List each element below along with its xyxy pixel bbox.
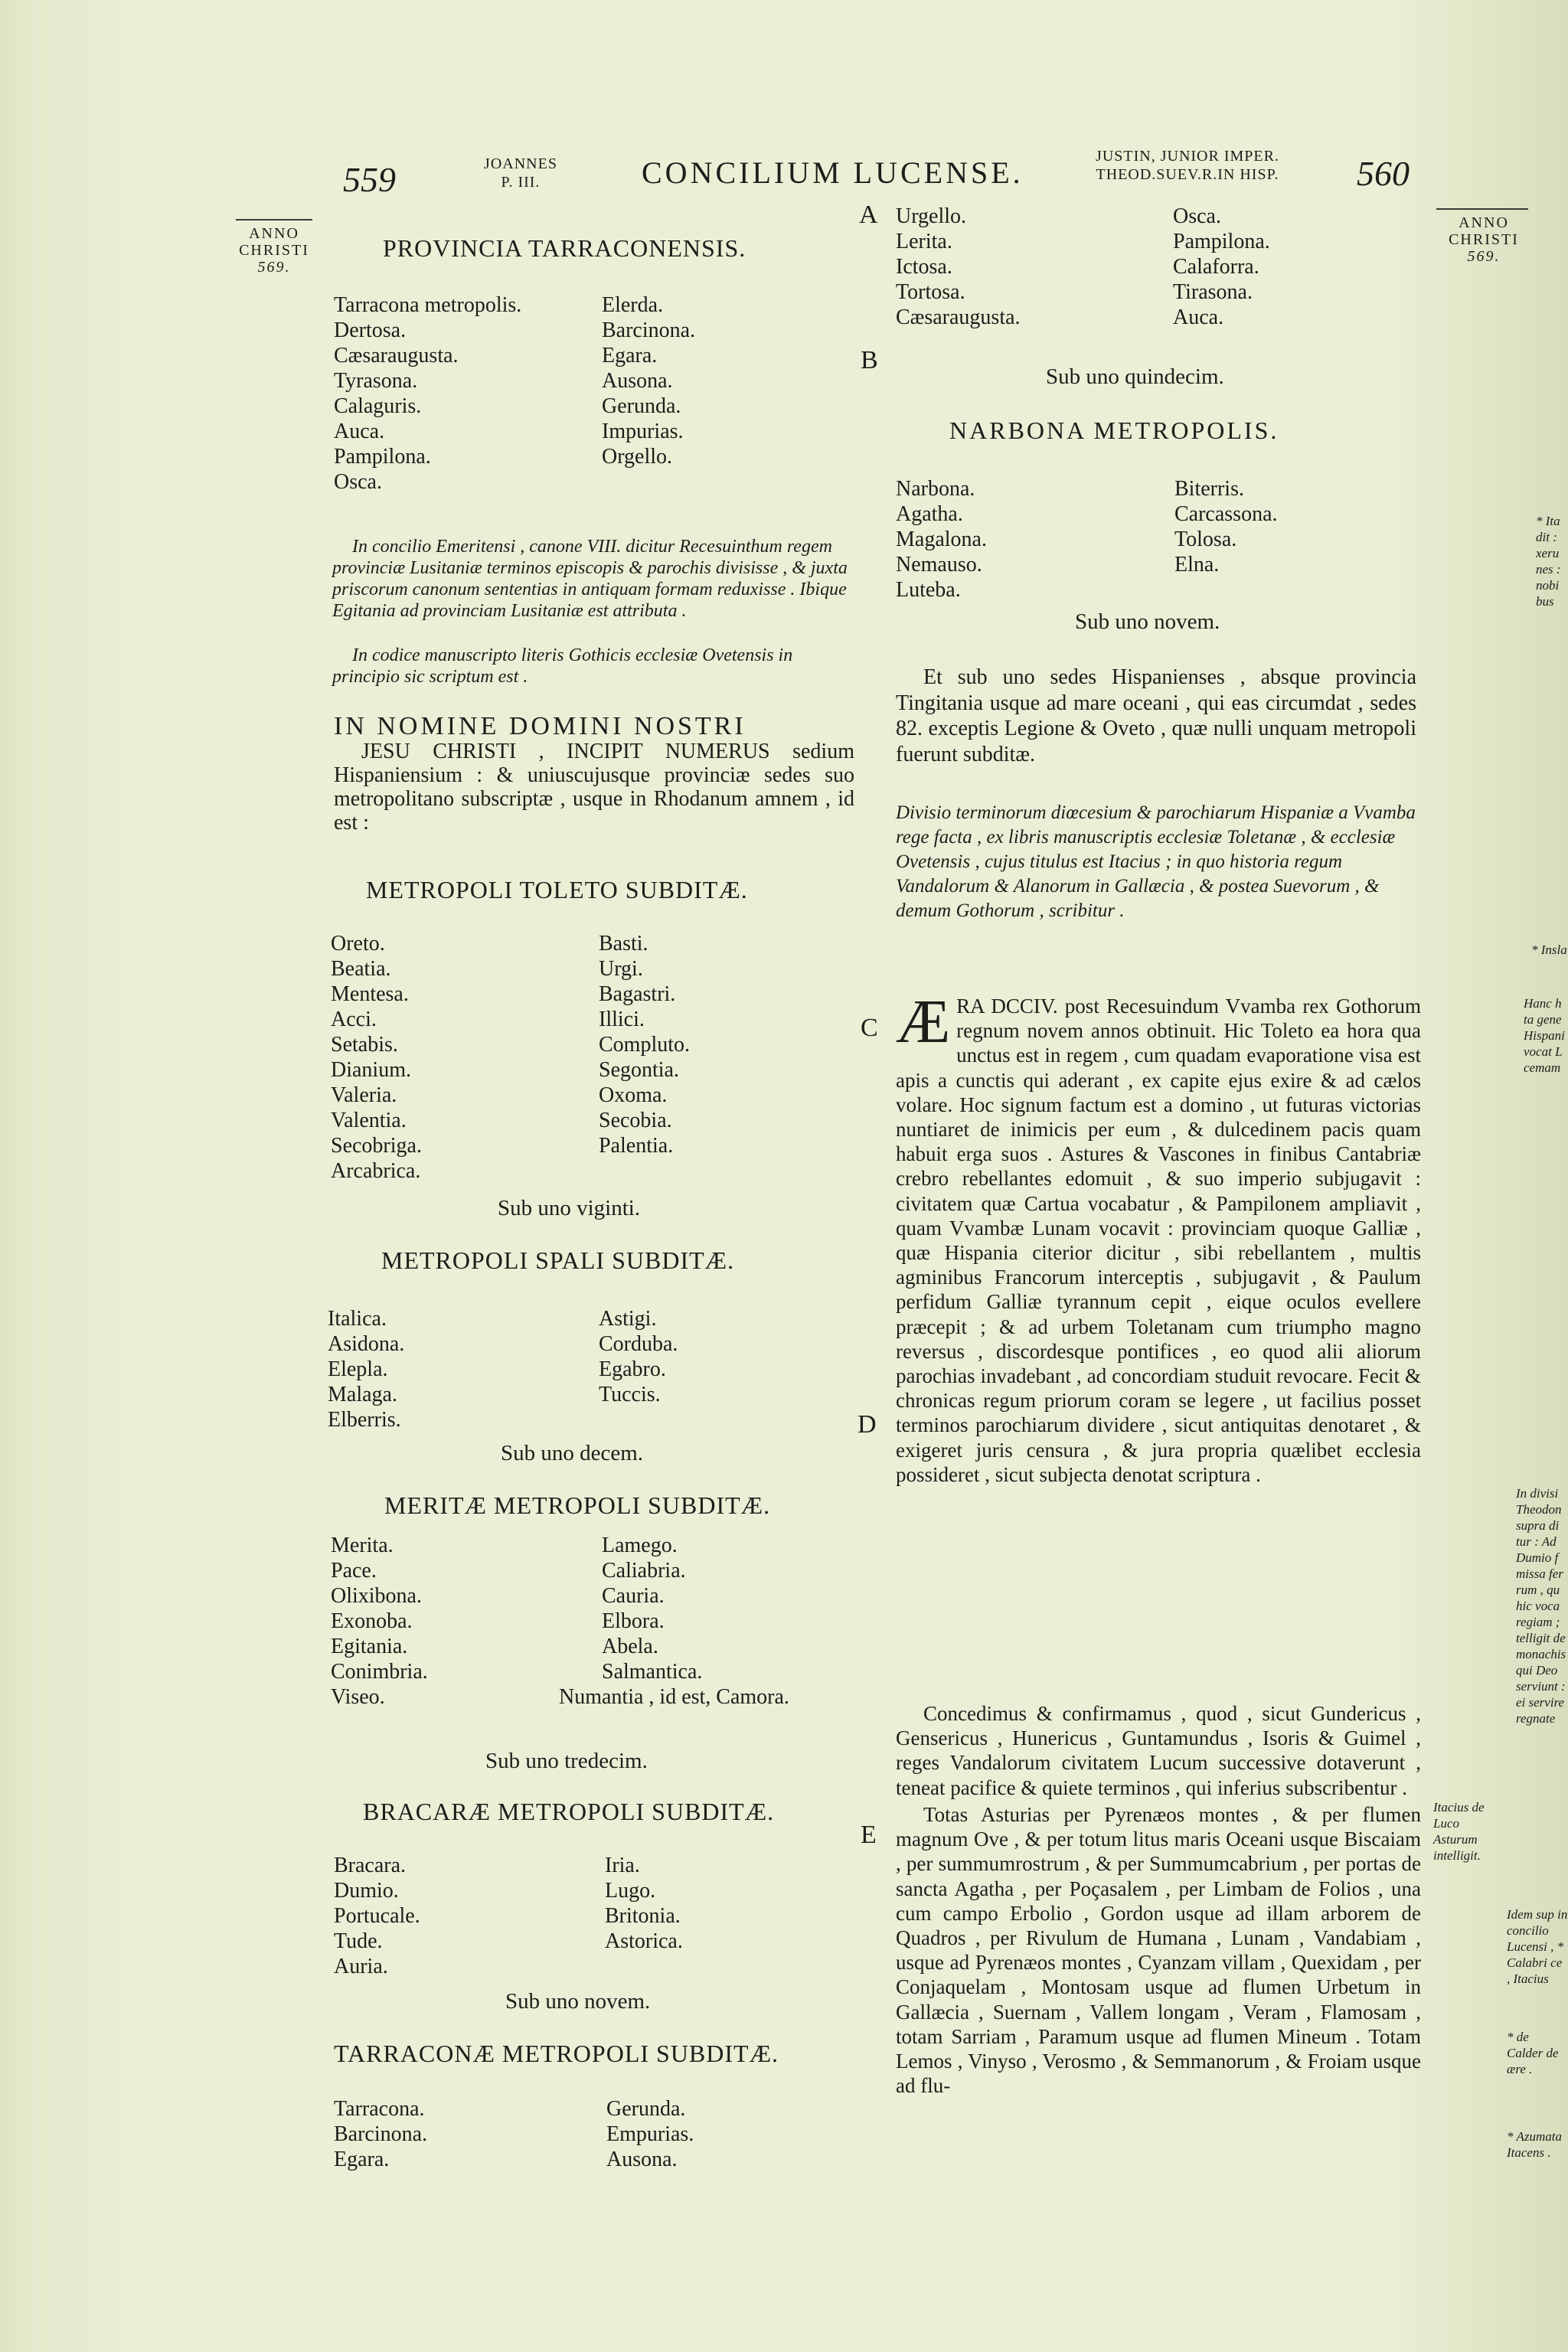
- anno-year: 569.: [1467, 248, 1501, 265]
- toleto-sub: Sub uno viginti.: [498, 1196, 641, 1220]
- italic-note-codex: In codice manuscripto literis Gothicis ecclesiæ Ovetensis in principio sic scriptum est .: [332, 645, 793, 687]
- see-name: Dumio.: [334, 1879, 399, 1903]
- divisio-italic: Divisio terminorum diœcesium & parochiarum Hispaniæ a Vvamba rege facta , ex libris manuscriptis ecclesiæ Toletanæ , & ecclesiæ Ovetensis , cujus titulus est Itacius ; in quo historia regum Vandalorum & Alanorum in Gallæcia , & postea Suevorum , & demum Gothorum , scribitur .: [896, 802, 1416, 921]
- anno-right: [1430, 214, 1537, 265]
- see-name: Egabro.: [599, 1357, 666, 1381]
- see-name: Beatia.: [331, 957, 391, 981]
- tarraconae-col-1: [334, 2096, 427, 2172]
- nomine-text: JESU CHRISTI , INCIPIT NUMERUS sedium Hispaniensium : & uniuscujusque provinciæ sedes suo metropolitano subscriptæ , usque in Rhodanum amnem , id est :: [334, 740, 854, 835]
- see-name: Italica.: [328, 1307, 387, 1331]
- see-name: Tuccis.: [599, 1383, 661, 1406]
- see-name: Gerunda.: [606, 2097, 686, 2121]
- running-title: CONCILIUM LUCENSE.: [642, 155, 1024, 190]
- see-name: Egitania.: [331, 1635, 408, 1658]
- edge-note-1: * Ita dit : xeru nes : nobi bus: [1536, 514, 1561, 609]
- see-name: Britonia.: [605, 1904, 681, 1928]
- see-name: Elbora.: [602, 1609, 665, 1633]
- see-name: Setabis.: [331, 1033, 398, 1057]
- see-name: Calaguris.: [334, 394, 422, 418]
- see-name: Egara.: [334, 2148, 390, 2171]
- christi-word: CHRISTI: [239, 242, 309, 259]
- right-page-number: 560: [1357, 154, 1410, 193]
- see-name: Tortosa.: [896, 280, 965, 304]
- toleto-col-2: [599, 931, 690, 1158]
- right-emperor-head: [1069, 147, 1306, 184]
- see-name: Tolosa.: [1174, 528, 1237, 551]
- margin-letter-d: D: [858, 1410, 877, 1439]
- author-pope: P. III.: [501, 174, 541, 191]
- tarraconae-col-2: [606, 2096, 694, 2172]
- see-name: Palentia.: [599, 1134, 674, 1158]
- see-name: Empurias.: [606, 2122, 694, 2146]
- tarraconae-cont-col-1: [896, 204, 1021, 330]
- see-name: Cæsaraugusta.: [896, 305, 1021, 329]
- see-name: Secobia.: [599, 1109, 672, 1132]
- margin-letter-b: B: [861, 346, 878, 374]
- anno-rule-right: [1436, 208, 1528, 210]
- see-name: Exonoba.: [331, 1609, 413, 1633]
- sedes-paragraph: Et sub uno sedes Hispanienses , absque provincia Tingitania usque ad mare oceani , qui eas circumdat , sedes 82. exceptis Legione & Oveto , quæ nulli unquam metropoli fuerunt subditæ.: [896, 665, 1416, 766]
- see-name: Viseo.: [331, 1685, 385, 1709]
- bracarae-col-2: [605, 1853, 683, 1954]
- provincia-col-1: [334, 292, 521, 495]
- see-name: Narbona.: [896, 477, 975, 501]
- see-name: Orgello.: [602, 445, 673, 469]
- see-name: Tarracona metropolis.: [334, 293, 522, 317]
- anno-word: ANNO: [249, 225, 299, 242]
- see-name: Olixibona.: [331, 1584, 422, 1608]
- see-name: Conimbria.: [331, 1660, 428, 1684]
- spali-sub: Sub uno decem.: [501, 1441, 644, 1465]
- anno-word: ANNO: [1459, 214, 1509, 231]
- see-name: Calaforra.: [1173, 255, 1259, 279]
- spali-col-2: [599, 1306, 678, 1407]
- provincia-title: PROVINCIA TARRACONENSIS.: [383, 234, 746, 262]
- totas-paragraph: Totas Asturias per Pyrenæos montes , & per flumen magnum Ove , & per totum litus maris Oceani usque Biscaiam , per summumrostrum , & per Summumcabrium , per portas de sancta Agatha , per Poçasalem , per Limbam de Folios , una cum campo Erbolio , Gordon usque ad illam arborem de Quadros , per Rivulum de Humana , Lunam , Vandabiam , usque ad Pyrenæos montes , Cyanzam villam , Quexidam , per Conjaquelam , Montosam usque ad flumen Urbetum in Gallæcia , Suernam , Vallem longam , Veram , Flamosam , totam Sarriam , Paramum usque ad flumen Mineum . Totam Lemos , Vinyso , Verosmo , & Semmanorum , & Froiam usque ad flu-: [896, 1803, 1421, 2098]
- anno-year: 569.: [257, 259, 291, 276]
- see-name: Complutо.: [599, 1033, 691, 1057]
- drop-cap: Æ: [896, 988, 951, 1056]
- see-name: Corduba.: [599, 1332, 678, 1356]
- see-name: Tyrasona.: [334, 369, 418, 393]
- see-name: Oxoma.: [599, 1083, 668, 1107]
- margin-letter-a: A: [859, 201, 878, 229]
- see-name: Ictosa.: [896, 255, 952, 279]
- see-name: Iria.: [605, 1854, 640, 1877]
- see-name: Auca.: [1173, 305, 1224, 329]
- see-name: Basti.: [599, 932, 648, 956]
- see-name: Osca.: [334, 470, 382, 494]
- meritae-title: MERITÆ METROPOLI SUBDITÆ.: [384, 1491, 771, 1519]
- edge-note-3: Hanc h ta gene Hispani vocat L cemam: [1524, 996, 1565, 1075]
- spali-title: METROPOLI SPALI SUBDITÆ.: [381, 1246, 735, 1274]
- narbona-col-1: [896, 476, 987, 603]
- see-name: Asidona.: [328, 1332, 405, 1356]
- concedimus-paragraph: Concedimus & confirmamus , quod , sicut Gundericus , Gensericus , Hunericus , Guntamundus , Isoris & Guimel , reges Vandalorum civitatem Lucum successive dotaverunt , teneat pacifice & quiete terminos , qui inferius subscribentur .: [896, 1702, 1421, 1799]
- christi-word: CHRISTI: [1449, 231, 1519, 248]
- edge-note-5: Idem sup in concilio Lucensi , * Calabri ce , Itacius: [1507, 1907, 1568, 1986]
- see-name: Elberris.: [328, 1408, 401, 1432]
- see-name: Gerunda.: [602, 394, 681, 418]
- see-name: Bagastri.: [599, 982, 676, 1006]
- emperor-line-1: JUSTIN, JUNIOR IMPER.: [1096, 148, 1279, 165]
- italic-note-emeritense: In concilio Emeritensi , canone VIII. dicitur Recesuinthum regem provinciæ Lusitaniæ terminos episcopis & parochis divisisse , & juxta priscorum canonum sententias in antiquam formam reduxisse . Ibique Egitania ad provinciam Lusitaniæ est attributa .: [332, 537, 848, 621]
- see-name: Urgi.: [599, 957, 643, 981]
- see-name: Portucale.: [334, 1904, 420, 1928]
- narbona-sub: Sub uno novem.: [1075, 609, 1220, 634]
- bracarae-title: BRACARÆ METROPOLI SUBDITÆ.: [363, 1798, 775, 1825]
- narbona-title: NARBONA METROPOLIS.: [949, 416, 1279, 444]
- see-name: Osca.: [1173, 204, 1221, 228]
- see-name: Pampilona.: [1173, 230, 1270, 253]
- see-name: Luteba.: [896, 578, 961, 602]
- see-name: Arcabrica.: [331, 1159, 421, 1183]
- see-name: Nemauso.: [896, 553, 982, 577]
- see-name: Abela.: [602, 1635, 658, 1658]
- see-name: Mentesa.: [331, 982, 409, 1006]
- era-paragraph: [896, 988, 1421, 1487]
- bracarae-col-1: [334, 1853, 420, 1979]
- see-name: Pampilona.: [334, 445, 431, 469]
- see-name: Auria.: [334, 1955, 388, 1978]
- see-name: Barcinona.: [334, 2122, 428, 2146]
- see-name: Auca.: [334, 420, 385, 443]
- see-name: Lamego.: [602, 1534, 678, 1557]
- provincia-col-2: [602, 292, 695, 469]
- see-name: Numantia , id est, Camora.: [559, 1685, 789, 1709]
- see-name: Elerda.: [602, 293, 664, 317]
- see-name: Oreto.: [331, 932, 385, 956]
- see-name: Caliabria.: [602, 1559, 686, 1583]
- see-name: Malaga.: [328, 1383, 397, 1406]
- see-name: Cauria.: [602, 1584, 665, 1608]
- see-name: Dertosa.: [334, 318, 407, 342]
- narbona-col-2: [1174, 476, 1278, 577]
- see-name: Valentia.: [331, 1109, 407, 1132]
- anno-rule-left: [236, 219, 312, 220]
- left-author-head: [467, 155, 574, 191]
- see-name: Bracara.: [334, 1854, 407, 1877]
- see-name: Elna.: [1174, 553, 1220, 577]
- margin-note-itacius: Itacius de Luco Asturum intelligit.: [1433, 1800, 1485, 1863]
- tarraconae-title: TARRACONÆ METROPOLI SUBDITÆ.: [334, 2040, 779, 2067]
- anno-left: [227, 225, 322, 276]
- see-name: Agatha.: [896, 502, 963, 526]
- see-name: Carcassona.: [1174, 502, 1278, 526]
- bracarae-sub: Sub uno novem.: [505, 1989, 651, 2014]
- left-page-number: 559: [343, 160, 396, 199]
- edge-note-6: * de Calder de ære .: [1507, 2030, 1559, 2076]
- see-name: Ausona.: [606, 2148, 678, 2171]
- see-name: Dianium.: [331, 1058, 411, 1082]
- see-name: Salmantica.: [602, 1660, 703, 1684]
- tarraconae-sub: Sub uno quindecim.: [1046, 364, 1224, 389]
- see-name: Tarracona.: [334, 2097, 425, 2121]
- see-name: Tude.: [334, 1929, 383, 1953]
- edge-note-2: * Insla: [1531, 942, 1567, 957]
- era-text: RA DCCIV. post Recesuindum Vvamba rex Gothorum regnum novem annos obtinuit. Hic Toleto ea hora qua unctus est in regem , cum quadam evaporatione visa est apis a cunctis qui aderant , ex capite ejus exire & ad cælos volare. Hoc signum factum est a domino , ut futuras victorias nuntiaret de inimicis per eum , & dulcedinem pacis quam habuit erga suos . Astures & Vascones in finibus Cantabriæ crebro rebellantes edomuit , & suo imperio subjugavit : civitatem quæ Cartua vocabatur , & Pampilonem ampliavit , quam Vvambæ Lunam vocavit : provinciam quoque Galliæ , quæ Hispania citerior dicitur , sibi rebellantem , multis agminibus Francorum interceptis , subjugavit , & Paulum perfidum Galliæ tyrannum cepit , eique oculos evellere præcepit ; & ad urbem Toletanam cum triumpho magno reversus , discordesque pontifices , eo quod alii aliorum parochias invadebant , ad concordiam studuit revocare. Fecit & chronicas regum priorum coram se legere , ut facilius posset terminos parochiarum dividere , sicut antiquitas denotaret , & exigeret juris censura , & jura propria quælibet ecclesia possideret , sicut subjecta denotat scriptura .: [896, 995, 1421, 1486]
- see-name: Pace.: [331, 1559, 377, 1583]
- meritae-col-1: [331, 1533, 428, 1710]
- see-name: Lugo.: [605, 1879, 656, 1903]
- see-name: Merita.: [331, 1534, 394, 1557]
- see-name: Cæsaraugusta.: [334, 344, 459, 368]
- see-name: Segontia.: [599, 1058, 679, 1082]
- emperor-line-2: THEOD.SUEV.R.IN HISP.: [1096, 166, 1279, 183]
- toleto-title: METROPOLI TOLETO SUBDITÆ.: [366, 876, 748, 903]
- meritae-col-2: [559, 1533, 789, 1710]
- see-name: Urgello.: [896, 204, 967, 228]
- author-name: JOANNES: [484, 155, 557, 172]
- see-name: Illici.: [599, 1008, 645, 1031]
- see-name: Elepla.: [328, 1357, 388, 1381]
- see-name: Tirasona.: [1173, 280, 1253, 304]
- see-name: Impurias.: [602, 420, 684, 443]
- margin-letter-e: E: [861, 1821, 877, 1849]
- see-name: Barcinona.: [602, 318, 696, 342]
- tarraconae-cont-col-2: [1173, 204, 1270, 330]
- see-name: Valeria.: [331, 1083, 397, 1107]
- see-name: Magalona.: [896, 528, 987, 551]
- toleto-col-1: [331, 931, 422, 1184]
- meritae-sub: Sub uno tredecim.: [485, 1749, 648, 1773]
- see-name: Biterris.: [1174, 477, 1244, 501]
- spali-col-1: [328, 1306, 404, 1432]
- margin-letter-c: C: [861, 1014, 878, 1042]
- see-name: Secobriga.: [331, 1134, 422, 1158]
- see-name: Acci.: [331, 1008, 377, 1031]
- see-name: Lerita.: [896, 230, 952, 253]
- see-name: Ausona.: [602, 369, 673, 393]
- see-name: Astigi.: [599, 1307, 657, 1331]
- edge-note-7: * Azumata Itacens .: [1507, 2129, 1562, 2160]
- nomine-heading: IN NOMINE DOMINI NOSTRI: [334, 712, 746, 740]
- edge-note-4: In divisi Theodon supra di tur : Ad Dumio f missa fer rum , qu hic voca regiam ; telligit de monachis qui Deo serviunt : ei servire regnate: [1516, 1486, 1566, 1726]
- see-name: Astorica.: [605, 1929, 683, 1953]
- see-name: Egara.: [602, 344, 658, 368]
